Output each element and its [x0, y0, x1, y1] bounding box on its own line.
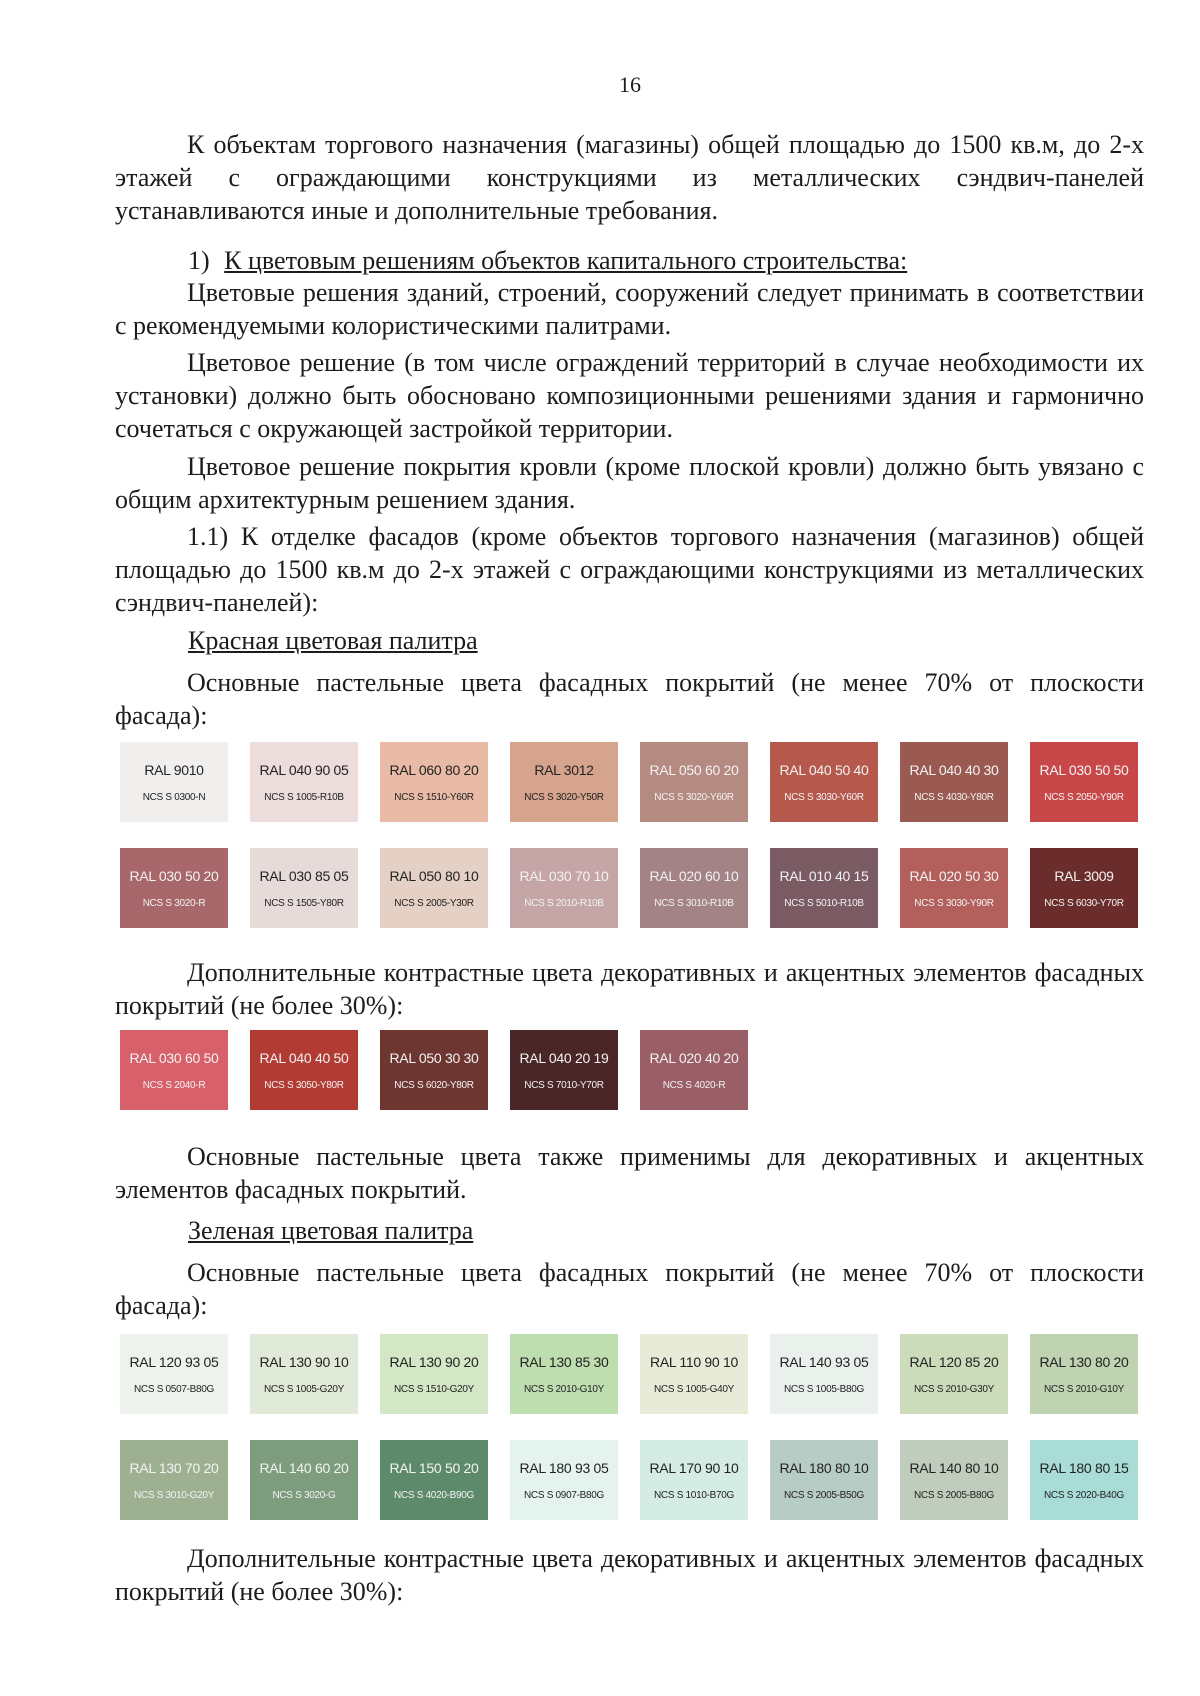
color-swatch [380, 1334, 488, 1414]
swatch-ncs-code: NCS S 3020-Y50R [524, 791, 604, 803]
swatch-ncs-code: NCS S 3030-Y60R [784, 791, 864, 803]
color-swatch [510, 1440, 618, 1520]
swatch-ral-code: RAL 130 90 10 [259, 1353, 349, 1370]
swatch-ral-code: RAL 030 50 50 [1039, 761, 1129, 778]
color-swatch [380, 1440, 488, 1520]
color-swatch [510, 1334, 618, 1414]
section-1-heading [188, 244, 907, 277]
swatch-ral-code: RAL 030 60 50 [129, 1049, 219, 1066]
color-swatch [640, 1030, 748, 1110]
color-swatch [900, 848, 1008, 928]
swatch-ncs-code: NCS S 2005-B50G [784, 1489, 864, 1501]
swatch-ncs-code: NCS S 1005-B80G [784, 1383, 864, 1395]
color-swatch [770, 1334, 878, 1414]
color-swatch [120, 742, 228, 822]
green-accent-colors-text: Дополнительные контрастные цвета декоративных и акцентных элементов фасадных покрытий (не более 30%): [115, 1544, 1144, 1606]
swatch-ncs-code: NCS S 1505-Y80R [264, 897, 344, 909]
color-swatch [250, 1440, 358, 1520]
swatch-ral-code: RAL 120 85 20 [909, 1353, 999, 1370]
red-palette-note: Основные пастельные цвета также применимы для декоративных и акцентных элементов фасадных покрытий. [115, 1142, 1144, 1204]
swatch-ncs-code: NCS S 7010-Y70R [524, 1079, 604, 1091]
swatch-ncs-code: NCS S 6030-Y70R [1044, 897, 1124, 909]
swatch-ncs-code: NCS S 5010-R10B [784, 897, 864, 909]
swatch-ral-code: RAL 130 85 30 [519, 1353, 609, 1370]
color-swatch [1030, 1334, 1138, 1414]
swatch-ncs-code: NCS S 2010-R10B [524, 897, 604, 909]
swatch-ncs-code: NCS S 6020-Y80R [394, 1079, 474, 1091]
swatch-ncs-code: NCS S 2005-B80G [914, 1489, 994, 1501]
swatch-ncs-code: NCS S 3020-G [272, 1489, 336, 1501]
swatch-ncs-code: NCS S 0507-B80G [134, 1383, 214, 1395]
color-swatch [380, 1030, 488, 1110]
color-swatch [900, 1440, 1008, 1520]
swatch-ncs-code: NCS S 2005-Y30R [394, 897, 474, 909]
swatch-ral-code: RAL 050 60 20 [649, 761, 739, 778]
swatch-ncs-code: NCS S 0907-B80G [524, 1489, 604, 1501]
color-swatch [770, 742, 878, 822]
red-accent-swatches-row [120, 1030, 770, 1110]
swatch-ncs-code: NCS S 3050-Y80R [264, 1079, 344, 1091]
color-swatch [250, 1030, 358, 1110]
swatch-ral-code: RAL 140 93 05 [779, 1353, 869, 1370]
swatch-ral-code: RAL 3012 [534, 761, 594, 778]
color-swatch [640, 1440, 748, 1520]
swatch-ncs-code: NCS S 1005-G40Y [654, 1383, 734, 1395]
swatch-ral-code: RAL 050 30 30 [389, 1049, 479, 1066]
section-1-title: К цветовым решениям объектов капитального строительства: [224, 246, 908, 275]
swatch-ncs-code: NCS S 1510-G20Y [394, 1383, 474, 1395]
color-swatch [510, 848, 618, 928]
green-main-colors-text: Основные пастельные цвета фасадных покрытий (не менее 70% от плоскости фасада): [115, 1258, 1144, 1320]
green-main-swatches-row-1 [120, 1334, 1160, 1414]
color-swatch [250, 848, 358, 928]
swatch-ncs-code: NCS S 1005-G20Y [264, 1383, 344, 1395]
green-palette-heading: Зеленая цветовая палитра [188, 1216, 474, 1245]
color-swatch [900, 1334, 1008, 1414]
swatch-ncs-code: NCS S 2010-G30Y [914, 1383, 994, 1395]
red-main-swatches-row-1 [120, 742, 1160, 822]
swatch-ral-code: RAL 020 40 20 [649, 1049, 739, 1066]
intro-paragraph: К объектам торгового назначения (магазины) общей площадью до 1500 кв.м, до 2-х этажей с ограждающими конструкциями из металлических сэндвич-панелей устанавливаются иные и дополнительные требования. [115, 130, 1144, 225]
swatch-ral-code: RAL 040 20 19 [519, 1049, 609, 1066]
swatch-ral-code: RAL 180 80 15 [1039, 1459, 1129, 1476]
green-main-swatches-row-2 [120, 1440, 1160, 1520]
swatch-ral-code: RAL 150 50 20 [389, 1459, 479, 1476]
swatch-ncs-code: NCS S 3020-R [142, 897, 206, 909]
color-swatch [770, 848, 878, 928]
fencing-color-paragraph: Цветовое решение (в том числе ограждений территорий в случае необходимости их установки) должно быть обосновано композиционными решениями здания и гармонично сочетаться с окружающей застройкой территории. [115, 348, 1144, 443]
swatch-ncs-code: NCS S 2040-R [142, 1079, 206, 1091]
swatch-ral-code: RAL 030 70 10 [519, 867, 609, 884]
swatch-ncs-code: NCS S 3010-R10B [654, 897, 734, 909]
swatch-ncs-code: NCS S 1510-Y60R [394, 791, 474, 803]
color-swatch [900, 742, 1008, 822]
color-swatch [120, 848, 228, 928]
color-swatch [120, 1334, 228, 1414]
color-swatch [1030, 1440, 1138, 1520]
swatch-ncs-code: NCS S 1005-R10B [264, 791, 344, 803]
roof-color-paragraph: Цветовое решение покрытия кровли (кроме плоской кровли) должно быть увязано с общим архитектурным решением здания. [115, 452, 1144, 514]
color-swatch [380, 848, 488, 928]
swatch-ral-code: RAL 130 90 20 [389, 1353, 479, 1370]
swatch-ral-code: RAL 020 60 10 [649, 867, 739, 884]
swatch-ral-code: RAL 010 40 15 [779, 867, 869, 884]
swatch-ncs-code: NCS S 0300-N [142, 791, 206, 803]
swatch-ral-code: RAL 110 90 10 [650, 1353, 738, 1370]
swatch-ncs-code: NCS S 2010-G10Y [1044, 1383, 1124, 1395]
color-swatch [1030, 848, 1138, 928]
swatch-ncs-code: NCS S 4020-B90G [394, 1489, 474, 1501]
color-swatch [510, 742, 618, 822]
section-1-number: 1) [188, 246, 210, 275]
color-swatch [510, 1030, 618, 1110]
swatch-ral-code: RAL 040 40 50 [259, 1049, 349, 1066]
red-main-colors-text: Основные пастельные цвета фасадных покрытий (не менее 70% от плоскости фасада): [115, 668, 1144, 730]
swatch-ncs-code: NCS S 2010-G10Y [524, 1383, 604, 1395]
swatch-ral-code: RAL 120 93 05 [129, 1353, 219, 1370]
swatch-ral-code: RAL 140 60 20 [259, 1459, 349, 1476]
color-swatch [250, 742, 358, 822]
color-swatch [640, 848, 748, 928]
swatch-ral-code: RAL 050 80 10 [389, 867, 479, 884]
swatch-ral-code: RAL 180 93 05 [519, 1459, 609, 1476]
page-number: 16 [619, 72, 641, 97]
swatch-ncs-code: NCS S 2020-B40G [1044, 1489, 1124, 1501]
color-swatch [120, 1030, 228, 1110]
swatch-ral-code: RAL 040 50 40 [779, 761, 869, 778]
swatch-ncs-code: NCS S 4030-Y80R [914, 791, 994, 803]
color-swatch [250, 1334, 358, 1414]
swatch-ral-code: RAL 040 90 05 [259, 761, 349, 778]
red-accent-colors-text: Дополнительные контрастные цвета декоративных и акцентных элементов фасадных покрытий (не более 30%): [115, 958, 1144, 1020]
swatch-ral-code: RAL 030 85 05 [259, 867, 349, 884]
facade-finish-paragraph: 1.1) К отделке фасадов (кроме объектов торгового назначения (магазинов) общей площадью до 1500 кв.м до 2-х этажей с ограждающими конструкциями из металлических сэндвич-панелей): [115, 522, 1144, 617]
color-swatch [1030, 742, 1138, 822]
swatch-ral-code: RAL 3009 [1054, 867, 1114, 884]
swatch-ncs-code: NCS S 3010-G20Y [134, 1489, 214, 1501]
color-swatch [640, 742, 748, 822]
swatch-ncs-code: NCS S 3030-Y90R [914, 897, 994, 909]
swatch-ral-code: RAL 130 70 20 [129, 1459, 219, 1476]
swatch-ral-code: RAL 030 50 20 [129, 867, 219, 884]
swatch-ncs-code: NCS S 1010-B70G [654, 1489, 734, 1501]
swatch-ral-code: RAL 140 80 10 [909, 1459, 999, 1476]
swatch-ral-code: RAL 060 80 20 [389, 761, 479, 778]
swatch-ral-code: RAL 020 50 30 [909, 867, 999, 884]
swatch-ncs-code: NCS S 4020-R [662, 1079, 726, 1091]
swatch-ncs-code: NCS S 3020-Y60R [654, 791, 734, 803]
color-swatch [640, 1334, 748, 1414]
color-swatch [120, 1440, 228, 1520]
color-swatch [770, 1440, 878, 1520]
swatch-ral-code: RAL 9010 [144, 761, 204, 778]
red-main-swatches-row-2 [120, 848, 1160, 928]
swatch-ral-code: RAL 170 90 10 [649, 1459, 739, 1476]
red-palette-heading: Красная цветовая палитра [188, 626, 478, 655]
swatch-ral-code: RAL 040 40 30 [909, 761, 999, 778]
swatch-ral-code: RAL 180 80 10 [779, 1459, 869, 1476]
color-solutions-paragraph: Цветовые решения зданий, строений, сооружений следует принимать в соответствии с рекомендуемыми колористическими палитрами. [115, 278, 1144, 340]
color-swatch [380, 742, 488, 822]
swatch-ral-code: RAL 130 80 20 [1039, 1353, 1129, 1370]
swatch-ncs-code: NCS S 2050-Y90R [1044, 791, 1124, 803]
